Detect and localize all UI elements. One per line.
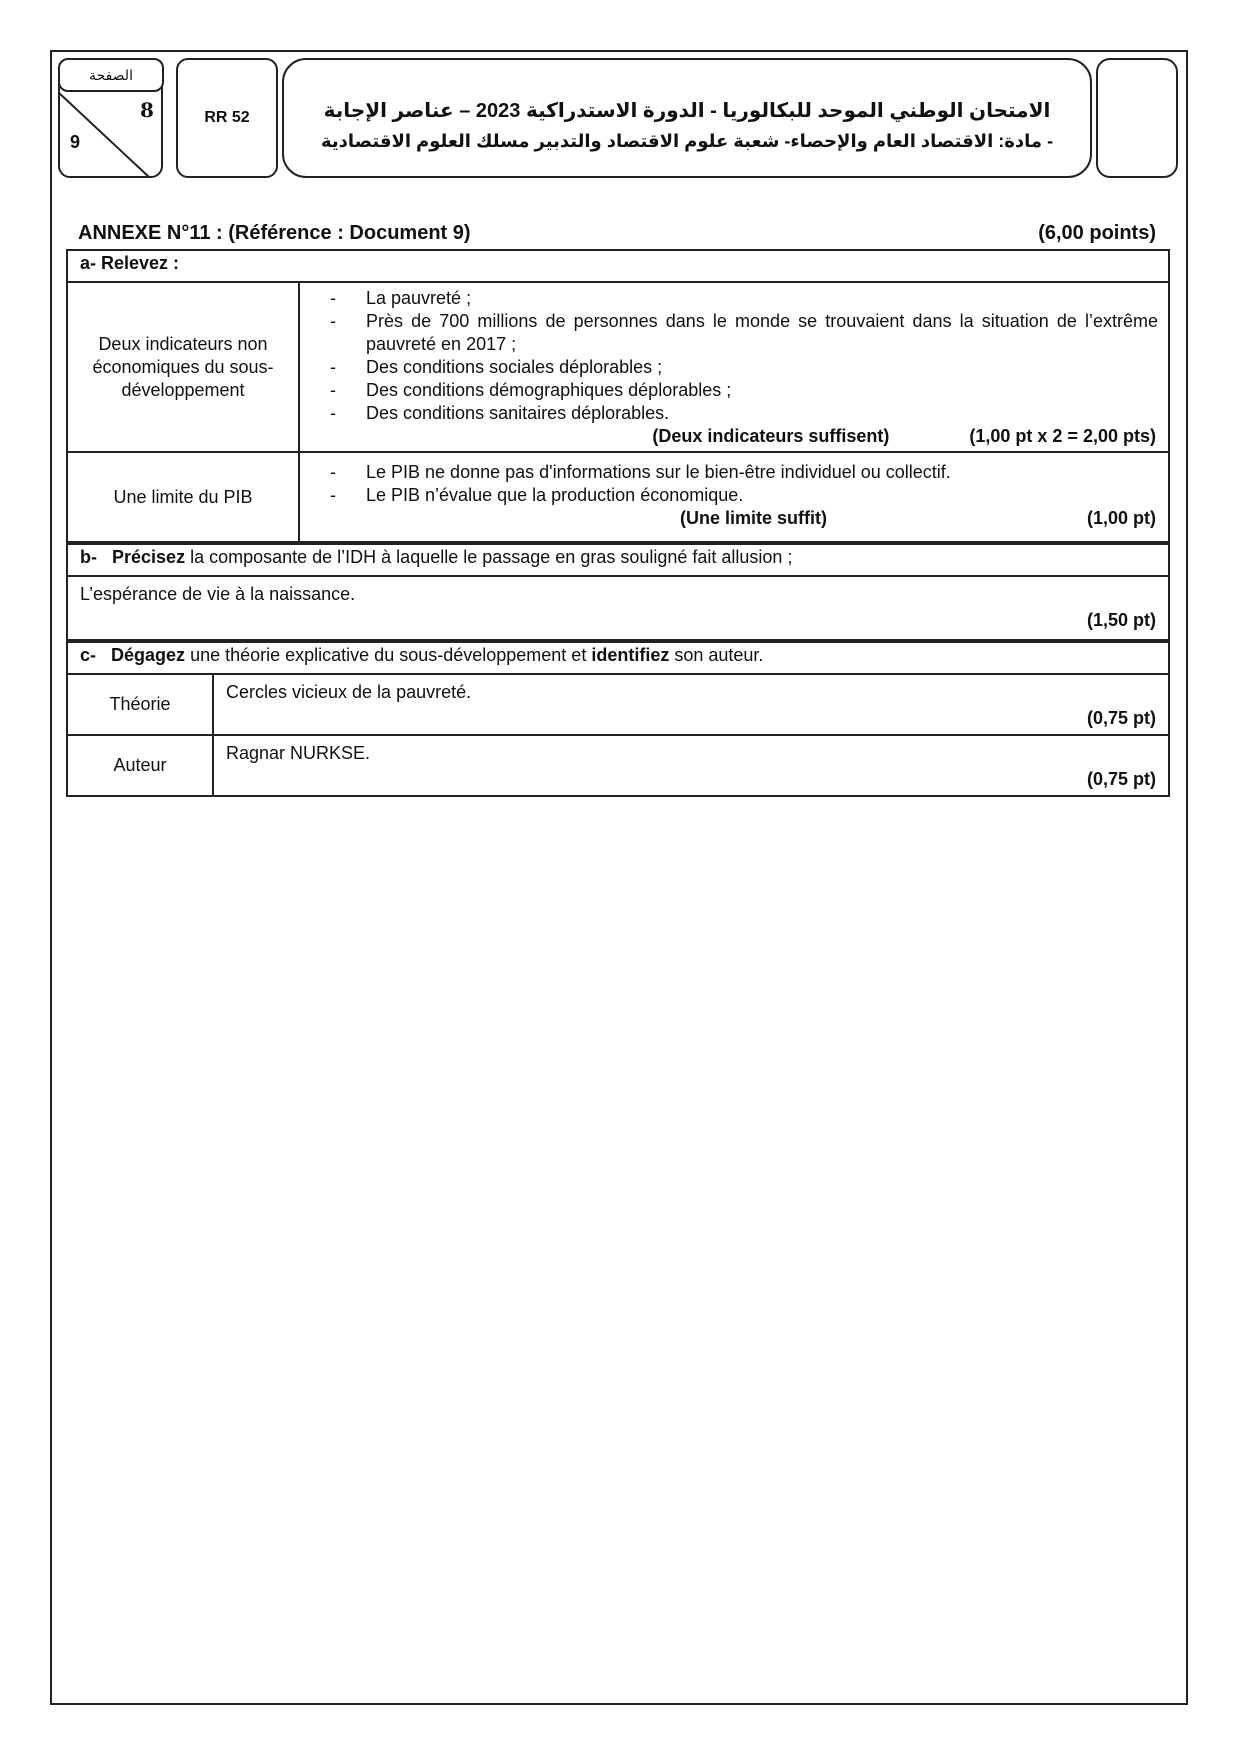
section-b-table (66, 543, 1170, 641)
section-c-table (66, 641, 1170, 797)
list-item: - Près de 700 millions de personnes dans le monde se trouvaient dans la situation de l’extrême pauvreté en 2017 ; (300, 310, 1158, 356)
theory-answer-cell (213, 674, 1169, 735)
annexe-heading (78, 222, 1156, 245)
section-b-answer: L’espérance de vie à la naissance. (80, 584, 356, 604)
annexe-points: (6,00 points) (1038, 222, 1156, 244)
indicators-points: (1,00 pt x 2 = 2,00 pts) (969, 426, 1156, 446)
author-answer-cell (213, 735, 1169, 796)
list-item: - Le PIB ne donne pas d'informations sur le bien-être individuel ou collectif. (300, 461, 1158, 484)
author-answer: Ragnar NURKSE. (226, 743, 371, 763)
exam-title-box (282, 58, 1092, 178)
indicators-answer (299, 282, 1169, 452)
page-label: الصفحة (58, 58, 164, 92)
pib-limit-note: (Une limite suffit) (679, 508, 827, 528)
section-c-question: c- Dégagez une théorie explicative du sous-développement et identifiez son auteur. (67, 642, 1169, 674)
indicators-label: Deux indicateurs non économiques du sous-développement (67, 282, 299, 452)
pib-limit-answer (299, 452, 1169, 542)
section-b-answer-cell (67, 576, 1169, 640)
theory-label: Théorie (67, 674, 213, 735)
author-label: Auteur (67, 735, 213, 796)
indicators-list (300, 283, 1168, 425)
section-a-label: a- Relevez : (67, 250, 1169, 282)
logo-box (1096, 58, 1178, 178)
section-a-table (66, 249, 1170, 543)
annexe-title: ANNEXE N°11 : (Référence : Document 9) (78, 222, 471, 244)
pib-limit-label: Une limite du PIB (67, 452, 299, 542)
list-item: - Des conditions sanitaires déplorables. (300, 402, 1158, 425)
page-current: 8 (140, 98, 154, 122)
page-total: 9 (70, 132, 81, 152)
exam-subject: - مادة: الاقتصاد العام والإحصاء- شعبة علوم الاقتصاد والتدبير مسلك العلوم الاقتصادية (320, 131, 1054, 151)
list-item: - La pauvreté ; (300, 287, 1158, 310)
list-item: - Des conditions démographiques déplorables ; (300, 379, 1158, 402)
list-item: - Le PIB n’évalue que la production économique. (300, 484, 1158, 507)
exam-code: RR 52 (176, 58, 278, 178)
list-item: - Des conditions sociales déplorables ; (300, 356, 1158, 379)
section-b-question: b- Précisez la composante de l’IDH à laquelle le passage en gras souligné fait allusion ; (67, 544, 1169, 576)
pib-limit-points: (1,00 pt) (1086, 508, 1156, 528)
indicators-note: (Deux indicateurs suffisent) (652, 426, 890, 446)
author-points: (0,75 pt) (1086, 769, 1156, 789)
pib-limit-list (300, 453, 1168, 507)
theory-answer: Cercles vicieux de la pauvreté. (226, 682, 472, 702)
section-b-points: (1,50 pt) (1086, 610, 1156, 630)
theory-points: (0,75 pt) (1086, 708, 1156, 728)
exam-title: الامتحان الوطني الموحد للبكالوريا - الدورة الاستدراكية 2023 – عناصر الإجابة (323, 100, 1051, 122)
